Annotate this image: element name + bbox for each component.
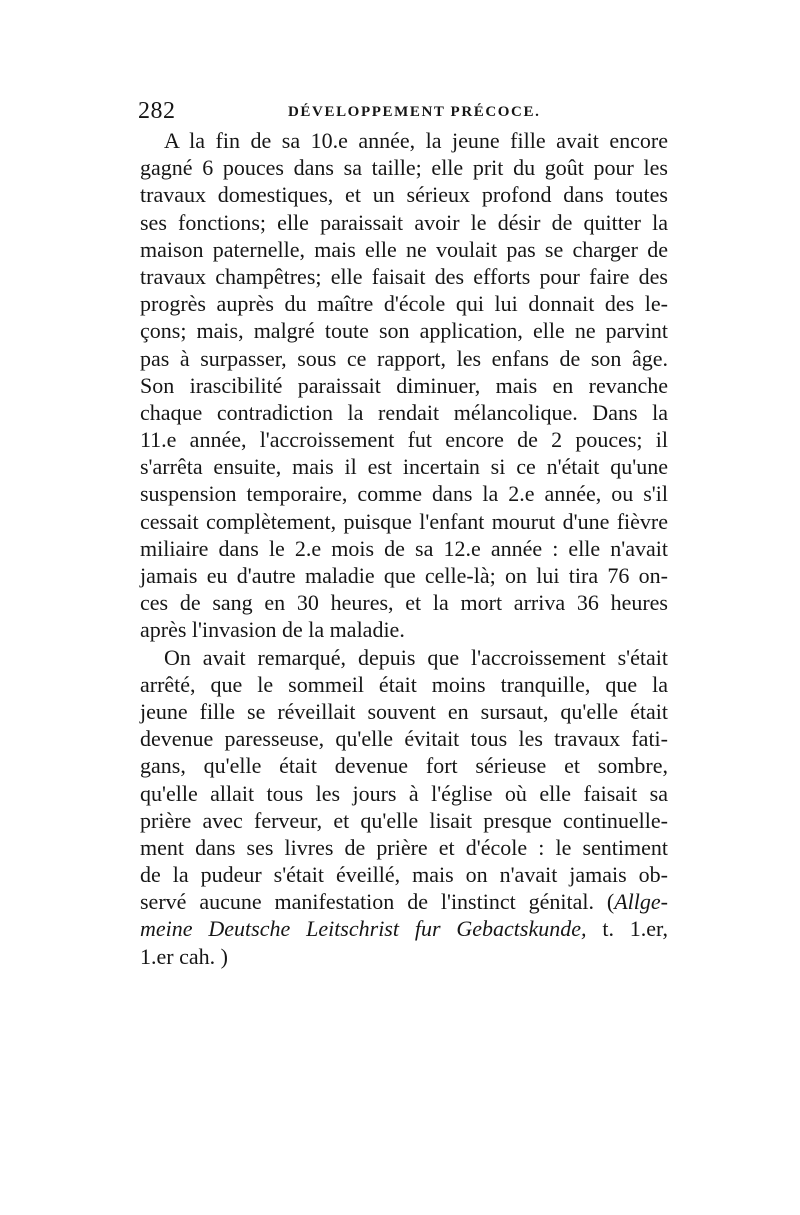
citation-line — [140, 888, 668, 915]
text-line: prière avec ferveur, et qu'elle lisait presque continuelle- — [140, 807, 668, 833]
text-line: On avait remarqué, depuis que l'accroissement s'était — [164, 644, 668, 670]
text-line: chaque contradiction la rendait mélancolique. Dans la — [140, 399, 668, 425]
citation-journal-title: meine Deutsche Leitschrist fur Gebactskunde, — [140, 916, 587, 942]
page-header — [138, 98, 678, 128]
text-line: maison paternelle, mais elle ne voulait pas se charger de — [140, 236, 668, 262]
text-line: ses fonctions; elle paraissait avoir le désir de quitter la — [140, 209, 668, 235]
citation-line — [140, 915, 668, 942]
text-line: travaux champêtres; elle faisait des efforts pour faire des — [140, 263, 668, 289]
text-line: s'arrêta ensuite, mais il est incertain si ce n'était qu'une — [140, 454, 668, 480]
text-line: gans, qu'elle était devenue fort sérieuse et sombre, — [140, 753, 668, 779]
text-line: devenue paresseuse, qu'elle évitait tous les travaux fati- — [140, 726, 668, 752]
text-line: miliaire dans le 2.e mois de sa 12.e année : elle n'avait — [140, 535, 668, 561]
citation-issue: 1.er cah. ) — [140, 943, 228, 969]
text-line: travaux domestiques, et un sérieux profond dans toutes — [140, 182, 668, 208]
text-line: arrêté, que le sommeil était moins tranquille, que la — [140, 671, 668, 697]
text-line: A la fin de sa 10.e année, la jeune fille avait encore — [164, 128, 668, 153]
text-line: çons; mais, malgré toute son application, elle ne parvint — [140, 318, 668, 344]
text-line: pas à surpasser, sous ce rapport, les enfans de son âge. — [140, 345, 668, 371]
text-line: jeune fille se réveillait souvent en sursaut, qu'elle était — [140, 698, 668, 724]
text-line: 11.e année, l'accroissement fut encore de 2 pouces; il — [140, 427, 668, 453]
text-line: qu'elle allait tous les jours à l'église où elle faisait sa — [140, 780, 668, 806]
citation-journal-title: Allge- — [614, 889, 668, 915]
text-line: cessait complètement, puisque l'enfant mourut d'une fièvre — [140, 508, 668, 534]
text-line: ces de sang en 30 heures, et la mort arriva 36 heures — [140, 590, 668, 616]
text-line: Son irascibilité paraissait diminuer, mais en revanche — [140, 372, 668, 398]
page-number: 282 — [138, 98, 176, 124]
text-line: jamais eu d'autre maladie que celle-là; on lui tira 76 on- — [140, 563, 668, 588]
text-line: gagné 6 pouces dans sa taille; elle prit du goût pour les — [140, 155, 668, 181]
text-line: ment dans ses livres de prière et d'école : le sentiment — [140, 834, 668, 860]
text-line: progrès auprès du maître d'école qui lui donnait des le- — [140, 291, 668, 317]
citation-volume: t. 1.er, — [586, 916, 669, 942]
body-text — [140, 127, 668, 970]
running-title: DÉVELOPPEMENT PRÉCOCE. — [288, 104, 541, 120]
citation-text: servé aucune manifestation de l'instinct génital. ( — [140, 889, 615, 915]
paragraph-2 — [140, 644, 668, 970]
text-line: de la pudeur s'était éveillé, mais on n'avait jamais ob- — [140, 862, 668, 888]
paragraph-1 — [140, 127, 668, 644]
text-line: après l'invasion de la maladie. — [140, 617, 405, 643]
text-line: suspension temporaire, comme dans la 2.e année, ou s'il — [140, 481, 668, 507]
